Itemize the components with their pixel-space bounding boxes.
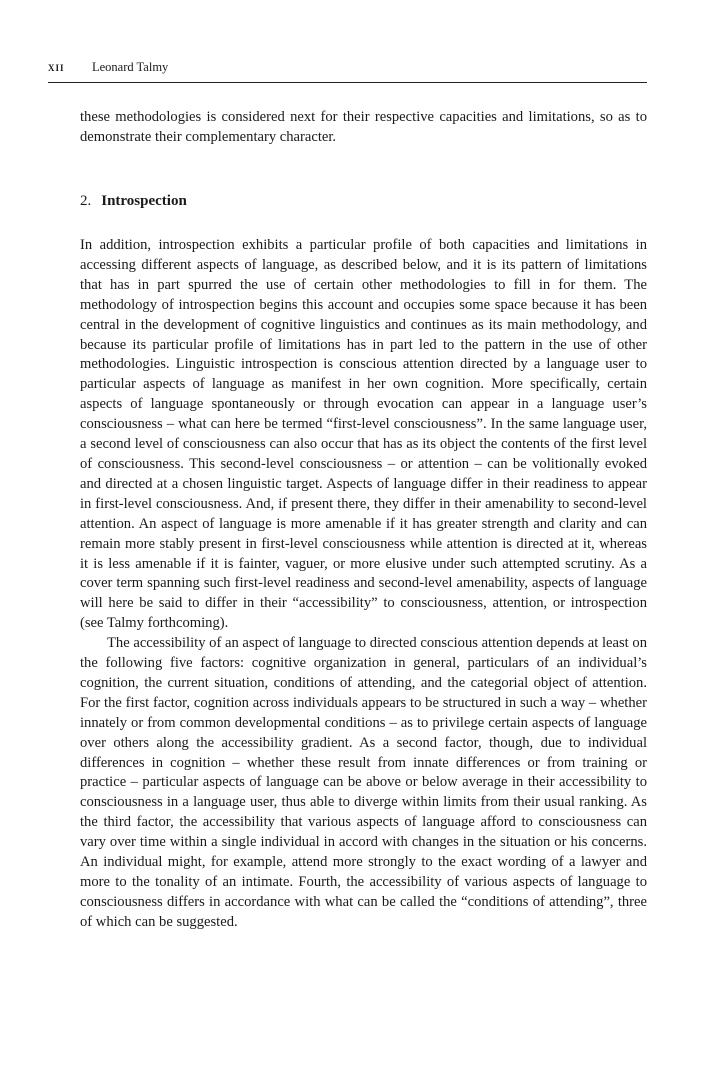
intro-paragraph: these methodologies is considered next for their respective capacities and limitations, so as to demonstrate their complementary character. bbox=[80, 109, 647, 145]
running-head-author: Leonard Talmy bbox=[92, 60, 169, 74]
body-paragraph: In addition, introspection exhibits a particular profile of both capacities and limitations in accessing different aspects of language, as described below, and it is its pattern of limitations that has in part spurred the use of certain other methodologies to fill in for them. The methodology of introspection begins this account and occupies some space because it has been central in the development of cognitive linguistics and continues as its main methodology, and because its particular profile of limitations has in part led to the pattern in the use of other methodologies. Linguistic introspection is conscious attention directed by a language user to particular aspects of language as manifest in her own cognition. More specifically, certain aspects of language spontaneously or through evocation can appear in a language user’s consciousness – what can here be termed “first-level consciousness”. In the same language user, a second level of consciousness can also occur that has as its object the contents of the first level of consciousness. This second-level consciousness – or attention – can be volitionally evoked and directed at a chosen linguistic target. Aspects of language differ in their readiness to appear in first-level consciousness. And, if present there, they differ in their amenability to second-level attention. An aspect of language is more amenable if it has greater strength and clarity and can remain more stably present in first-level consciousness while attention is directed at it, whereas it is less amenable if it is fainter, vaguer, or more elusive under such attempted scrutiny. As a cover term spanning such first-level readiness and second-level amenability, aspects of language will here be said to differ in their “accessibility” to consciousness, attention, or introspection (see Talmy forthcoming). bbox=[80, 237, 647, 632]
section-number: 2. bbox=[80, 193, 92, 209]
running-header bbox=[48, 58, 647, 83]
section-title: Introspection bbox=[101, 193, 187, 209]
section-body bbox=[80, 236, 647, 933]
page-number: xii bbox=[48, 60, 65, 74]
body-paragraph: The accessibility of an aspect of language to directed conscious attention depends at least on the following five factors: cognitive organization in general, particulars of an individual’s cognition, the current situation, conditions of attending, and the categorial object of attention. For the first factor, cognition across individuals appears to be structured in such a way – whether innately or from common developmental conditions – as to privilege certain aspects of language over others along the accessibility gradient. As a second factor, though, due to individual differences in cognition – whether these result from innate differences or from training or practice – particular aspects of language can be above or below average in their accessibility to consciousness in a language user, thus able to diverge within limits from their usual ranking. As the third factor, the accessibility that various aspects of language afford to consciousness can vary over time within a single individual in accord with changes in the situation or his concerns. An individual might, for example, attend more strongly to the exact wording of a lawyer and more to the tonality of an intimate. Fourth, the accessibility of various aspects of language to consciousness differs in accordance with what can be called the “conditions of attending”, three of which can be suggested. bbox=[80, 635, 647, 930]
section-heading bbox=[80, 193, 187, 210]
intro-paragraph-block bbox=[80, 108, 647, 148]
